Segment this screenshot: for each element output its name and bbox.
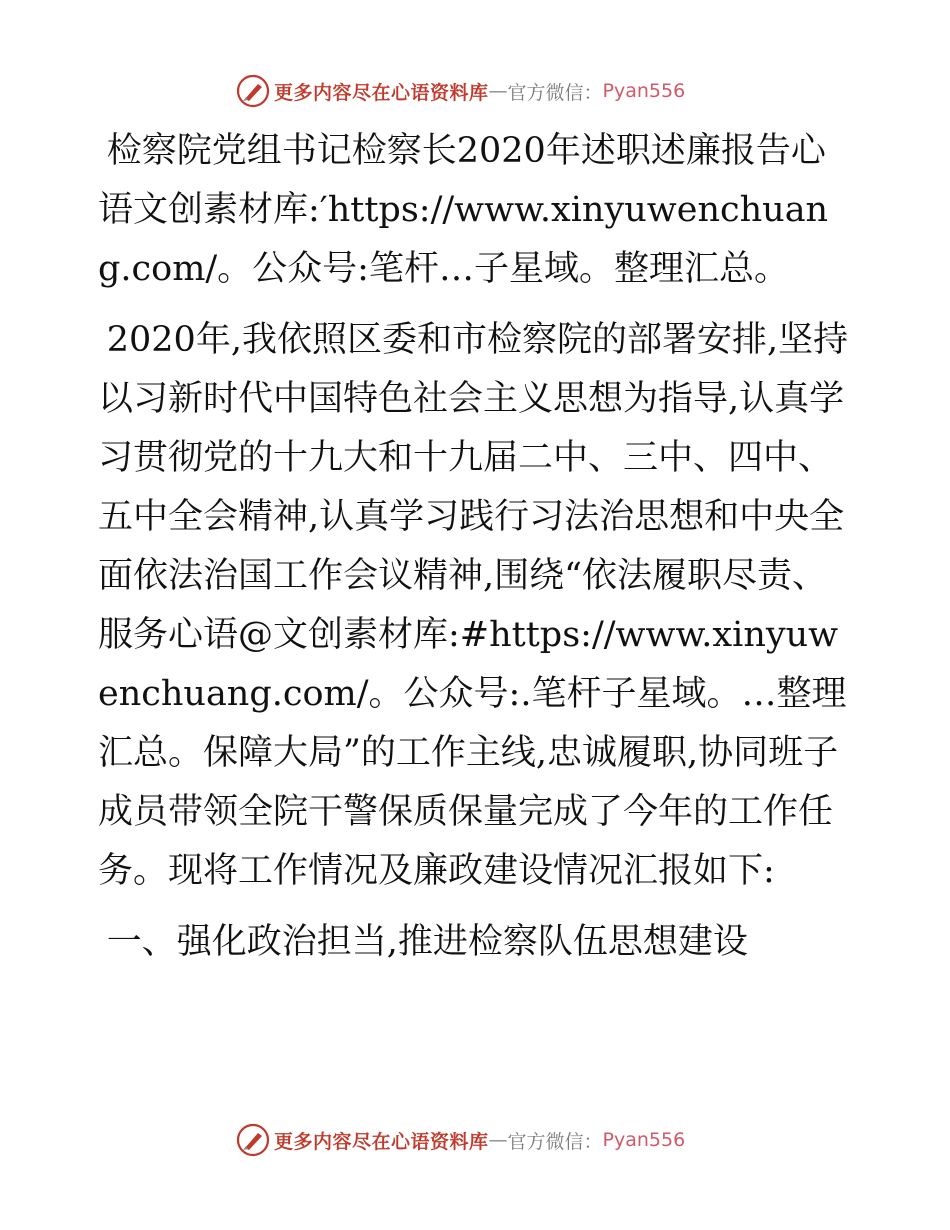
- banner-wechat-id: Pyan556: [602, 1129, 686, 1151]
- banner-official-text: 官方微信：: [507, 1130, 603, 1153]
- banner-main-text: 更多内容尽在心语资料库: [274, 81, 489, 104]
- document-body: [98, 122, 850, 984]
- pen-nib-logo-icon: [236, 74, 270, 108]
- banner-dash: —: [488, 80, 508, 102]
- pen-nib-logo-icon: [236, 1123, 270, 1157]
- footer-watermark-banner: [236, 1120, 685, 1160]
- section-heading-1: 一、强化政治担当,推进检察队伍思想建设: [106, 922, 748, 962]
- banner-wechat-id: Pyan556: [602, 80, 686, 102]
- header-watermark-banner: [236, 71, 685, 111]
- banner-main-text: 更多内容尽在心语资料库: [274, 1130, 489, 1153]
- paragraph-1: 2020年,我依照区委和市检察院的部署安排,坚持以习新时代中国特色社会主义思想为指导,认真学习贯彻党的十九大和十九届二中、三中、四中、五中全会精神,认真学习践行习法治思想和中央全面依法治国工作会议精神,围绕“依法履职尽责、服务心语@文创素材库:#https://www.xinyuwenchuang.com/。公众号:.笔杆子星域。…整理汇总。保障大局”的工作主线,忠诚履职,协同班子成员带领全院干警保质保量完成了今年的工作任务。现将工作情况及廉政建设情况汇报如下:: [98, 320, 849, 891]
- banner-dash: —: [488, 1129, 508, 1151]
- banner-official-text: 官方微信：: [507, 81, 603, 104]
- document-title: 检察院党组书记检察长2020年述职述廉报告心语文创素材库:′https://www.xinyuwenchuang.com/。公众号:笔杆…子星域。整理汇总。: [98, 131, 829, 289]
